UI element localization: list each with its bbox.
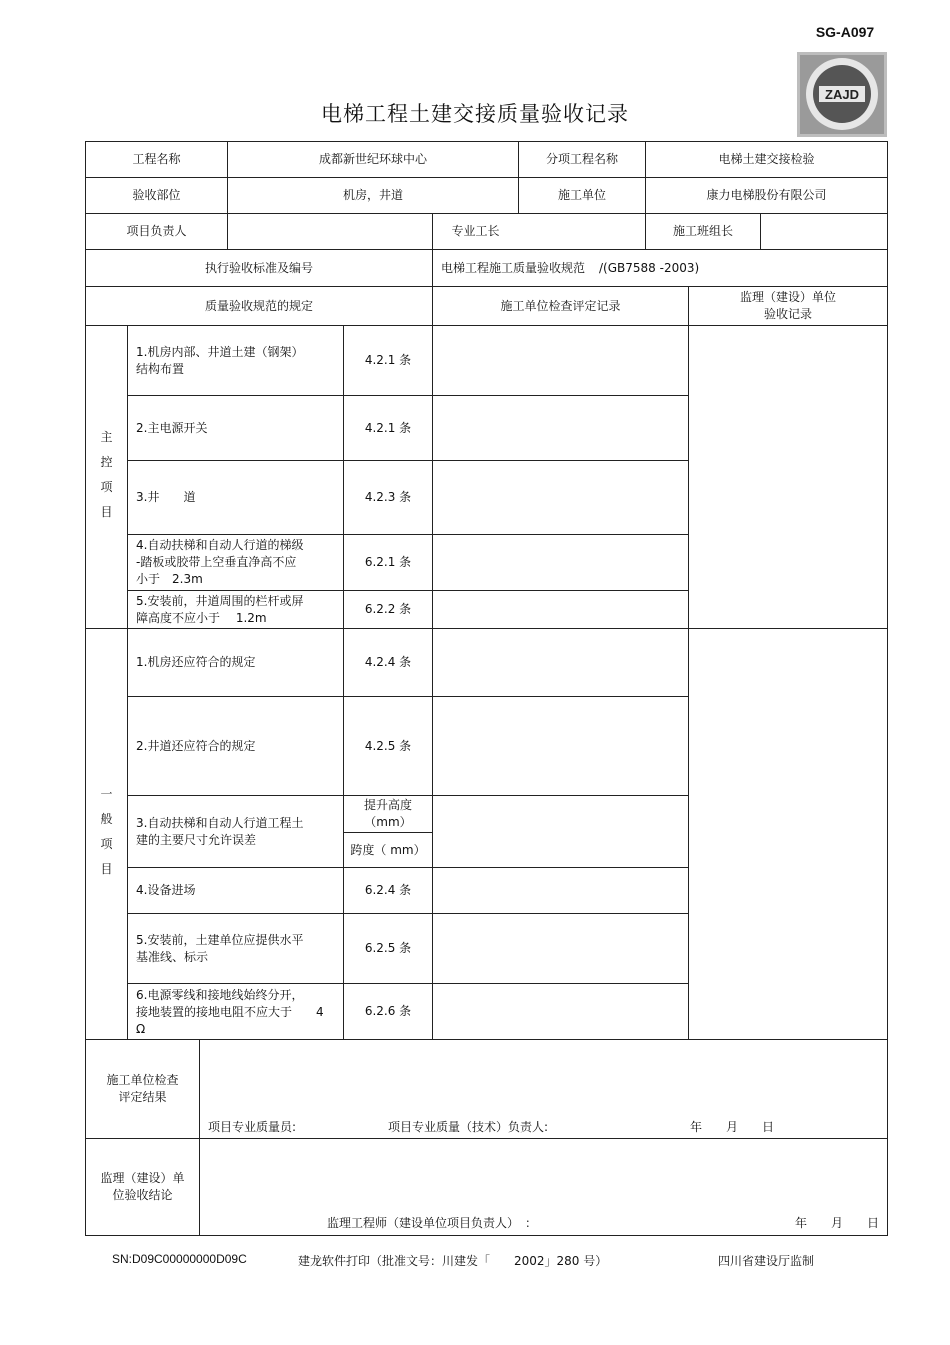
pm-value [228,214,432,249]
general-label-char: 目 [100,862,113,876]
general-section-label [86,782,127,882]
page-title: 电梯工程土建交接质量验收记录 [321,102,629,126]
contractor-result-date: 年 月 日 [690,1120,775,1134]
general-clause-5: 6.2.5 条 [364,941,412,955]
col-contractor-header: 施工单位检查评定记录 [500,298,621,313]
project-name-label: 工程名称 [132,152,181,166]
col-supervisor-line2: 验收记录 [763,307,812,321]
location-value: 机房，井道 [342,188,403,202]
general-clause-1: 4.2.4 条 [364,655,412,669]
main-clause-4: 6.2.1 条 [364,555,412,569]
standard-label: 执行验收标准及编号 [204,260,313,275]
foreman-value [519,214,645,249]
col-supervisor-line1: 监理（建设）单位 [739,290,836,304]
contractor-value: 康力电梯股份有限公司 [706,188,827,202]
general-item-3: 3.自动扶梯和自动人行道工程土 建的主要尺寸允许误差 [136,815,304,847]
supervisor-result-date: 年 月 日 [795,1216,880,1230]
standard-name: 电梯工程施工质量验收规范 [441,260,586,275]
main-item-1: 1.机房内部、井道土建（钢架） 结构布置 [136,344,304,376]
main-clause-1: 4.2.1 条 [364,353,412,367]
main-clause-3: 4.2.3 条 [364,490,412,504]
svg-text:ZAJD: ZAJD [825,87,859,102]
main-section-label [86,425,127,525]
general-label-char: 项 [100,837,113,851]
general-item-4: 4.设备进场 [136,883,196,897]
general-clause-6: 6.2.6 条 [364,1004,412,1018]
footer-sn: SN:D09C00000000D09C [112,1252,247,1266]
standard-value [433,250,887,286]
main-label-char: 项 [100,480,113,494]
main-item-5: 5.安装前，井道周围的栏杆或屏 障高度不应小于 1.2m [136,593,304,625]
general-clause-3a: 提升高度 （mm） [363,798,412,829]
general-item-1: 1.机房还应符合的规定 [136,655,256,669]
main-label-char: 控 [100,455,113,469]
general-label-char: 般 [100,812,113,826]
main-label-char: 目 [100,505,113,519]
team-leader-value [761,214,887,249]
general-clause-4: 6.2.4 条 [364,883,412,897]
sub-project-label: 分项工程名称 [545,152,618,166]
foreman-label: 专业工长 [451,224,500,238]
general-label-char: 一 [100,787,113,801]
general-item-2: 2.井道还应符合的规定 [136,738,256,753]
footer-authority: 四川省建设厅监制 [718,1254,815,1268]
location-label: 验收部位 [132,188,181,202]
col-spec-header: 质量验收规范的规定 [204,298,313,313]
main-clause-2: 4.2.1 条 [364,420,412,435]
contractor-label: 施工单位 [557,188,606,202]
team-leader-label: 施工班组长 [672,224,733,238]
contractor-tech-lead-signature: 项目专业质量（技术）负责人: [388,1120,549,1134]
main-clause-5: 6.2.2 条 [364,602,412,616]
supervisor-result-label: 监理（建设）单 位验收结论 [100,1171,185,1202]
general-item-5: 5.安装前，土建单位应提供水平 基准线、标示 [136,932,304,964]
sub-project-value: 电梯土建交接检验 [718,152,815,166]
general-item-6: 6.电源零线和接地线始终分开， 接地装置的接地电阻不应大于 4 Ω [136,988,324,1036]
pm-label: 项目负责人 [126,224,187,238]
footer-print-info: 建龙软件打印（批准文号：川建发「 2002」280 号） [298,1254,608,1268]
main-item-3: 3.井 道 [136,490,196,504]
main-item-2: 2.主电源开关 [136,420,208,435]
general-clause-2: 4.2.5 条 [364,738,412,753]
project-name-value: 成都新世纪环球中心 [318,152,427,166]
standard-code: /(GB7588 -2003) [599,260,700,275]
document-code: SG-A097 [815,24,875,40]
contractor-inspector-signature: 项目专业质量员: [208,1120,297,1134]
contractor-result-label: 施工单位检查 评定结果 [106,1073,179,1104]
main-label-char: 主 [100,430,113,444]
supervisor-engineer-signature: 监理工程师（建设单位项目负责人） ： [327,1216,538,1230]
general-clause-3b: 跨度（ mm） [350,842,426,857]
main-item-4: 4.自动扶梯和自动人行道的梯级 -踏板或胶带上空垂直净高不应 小于 2.3m [136,538,304,586]
col-supervisor-header [689,287,887,325]
